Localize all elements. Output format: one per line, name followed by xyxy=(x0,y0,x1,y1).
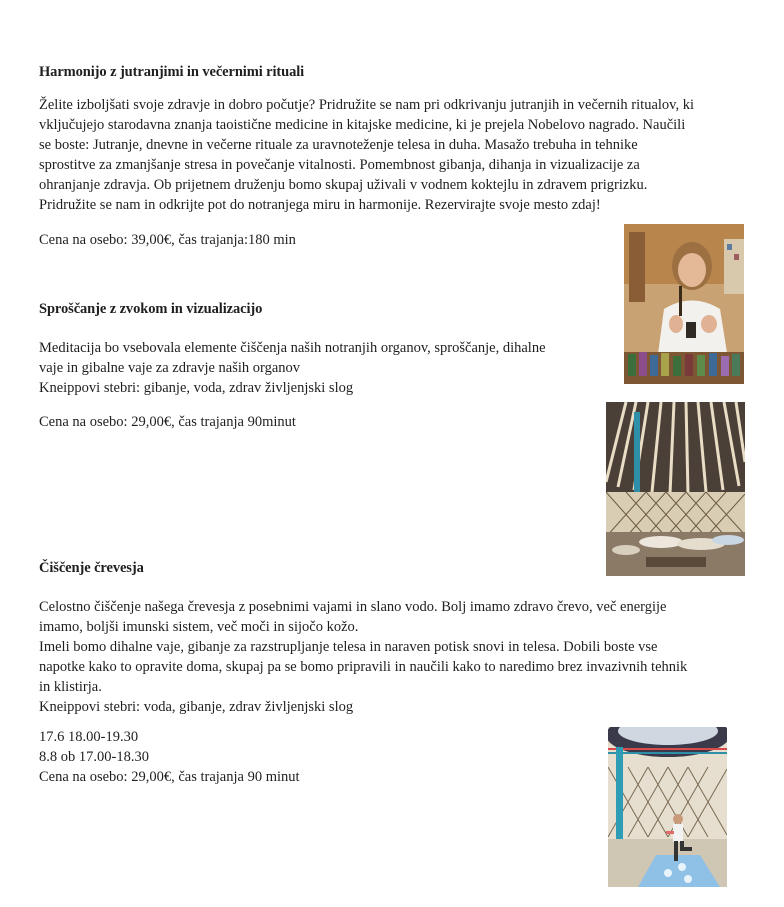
yurt-exercise-photo xyxy=(608,727,727,887)
section-1-body-line: Želite izboljšati svoje zdravje in dobro počutje? Pridružite se nam pri odkrivanju jutranjih in večernih ritualov, ki xyxy=(39,97,694,113)
section-3-body-line: in klistirja. xyxy=(39,679,102,695)
section-3-date: 17.6 18.00-19.30 xyxy=(39,729,139,745)
section-1-body-line: sprostitve za zmanjšanje stresa in povečanje vitalnosti. Pomembnost gibanja, dihanja in vizualizacije za xyxy=(39,157,640,173)
section-3-body-line: imamo, boljši imunski sistem, več moči in sijočo kožo. xyxy=(39,619,359,635)
section-2-price: Cena na osebo: 29,00€, čas trajanja 90minut xyxy=(39,414,296,430)
section-3-body-line: Kneippovi stebri: voda, gibanje, zdrav življenjski slog xyxy=(39,699,354,715)
section-1-price: Cena na osebo: 39,00€, čas trajanja:180 min xyxy=(39,232,296,248)
section-3-body-line: Imeli bomo dihalne vaje, gibanje za razstrupljanje telesa in naraven potisk snovi in telesa. Dobili boste vse xyxy=(39,639,658,655)
section-2-body-line: Kneippovi stebri: gibanje, voda, zdrav življenjski slog xyxy=(39,380,354,396)
section-2-body-line: Meditacija bo vsebovala elemente čiščenja naših notranjih organov, sproščanje, dihalne xyxy=(39,340,546,356)
section-3-schedule xyxy=(39,727,300,787)
section-2-body xyxy=(39,338,599,398)
essential-oils-photo xyxy=(624,224,744,384)
section-1-body-line: ohranjanje zdravja. Ob prijetnem druženju bomo skupaj uživali v vodnem koktejlu in zdravem prigrizku. xyxy=(39,177,648,193)
section-1-body xyxy=(39,95,759,215)
section-1-body-line: se boste: Jutranje, dnevne in večerne rituale za uravnoteženje telesa in duha. Masažo trebuha in tehnike xyxy=(39,137,638,153)
section-2-body-line: vaje in gibalne vaje za zdravje naših organov xyxy=(39,360,301,376)
yurt-group-photo xyxy=(606,402,745,576)
section-3-title: Čiščenje črevesja xyxy=(39,560,144,576)
section-1-body-line: Pridružite se nam in odkrijte pot do notranjega miru in harmonije. Rezervirajte svoje mesto zdaj! xyxy=(39,197,601,213)
section-3-body xyxy=(39,597,759,717)
section-1-body-line: vključujejo starodavna znanja taoistične medicine in kitajske medicine, ki je prejela Nobelovo nagrado. Naučili xyxy=(39,117,686,133)
section-3-price: Cena na osebo: 29,00€, čas trajanja 90 minut xyxy=(39,769,300,785)
section-1-title: Harmonijo z jutranjimi in večernimi rituali xyxy=(39,64,305,80)
section-3-body-line: napotke kako to opravite doma, skupaj pa se bomo pripravili in naučili kako to naredimo brez invazivnih tehnik xyxy=(39,659,688,675)
section-3-date: 8.8 ob 17.00-18.30 xyxy=(39,749,149,765)
section-3-body-line: Celostno čiščenje našega črevesja z posebnimi vajami in slano vodo. Bolj imamo zdravo črevo, več energije xyxy=(39,599,667,615)
section-2-title: Sproščanje z zvokom in vizualizacijo xyxy=(39,301,263,317)
